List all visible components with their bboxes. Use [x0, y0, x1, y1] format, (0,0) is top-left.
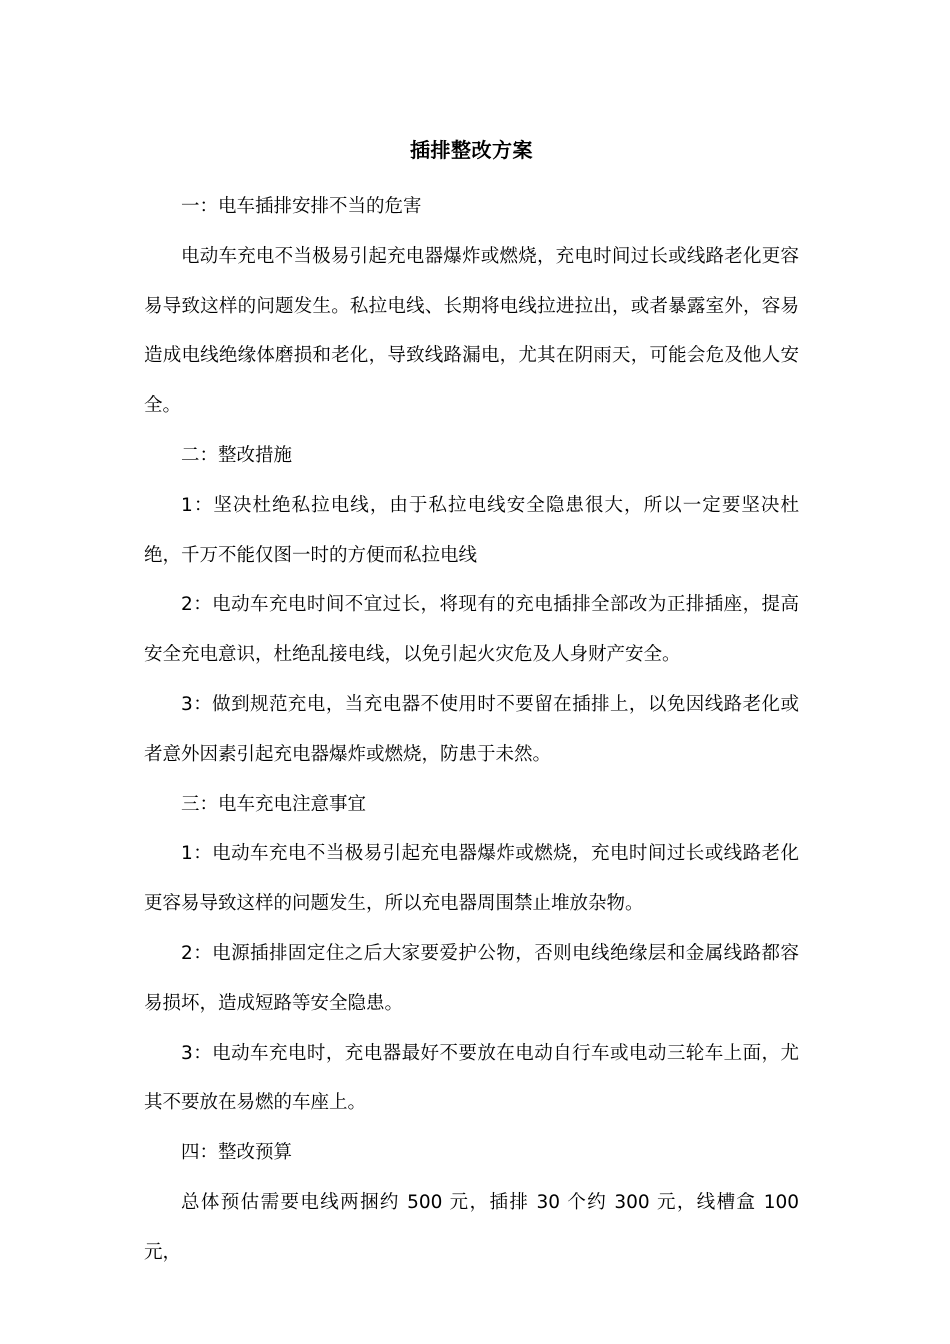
- paragraph-measure-3: 3：做到规范充电，当充电器不使用时不要留在插排上，以免因线路老化或者意外因素引起充电器爆炸或燃烧，防患于未然。: [144, 693, 799, 765]
- paragraph-precaution-3: 3：电动车充电时，充电器最好不要放在电动自行车或电动三轮车上面，尤其不要放在易燃的车座上。: [144, 1042, 799, 1114]
- paragraph-budget: 总体预估需要电线两捆约 500 元，插排 30 个约 300 元，线槽盒 100 元，: [144, 1191, 799, 1263]
- paragraph-hazards: 电动车充电不当极易引起充电器爆炸或燃烧，充电时间过长或线路老化更容易导致这样的问题发生。私拉电线、长期将电线拉进拉出，或者暴露室外，容易造成电线绝缘体磨损和老化，导致线路漏电，尤其在阴雨天，可能会危及他人安全。: [144, 245, 799, 417]
- section-heading-measures: 二：整改措施: [181, 444, 293, 466]
- document-title: 插排整改方案: [410, 138, 533, 162]
- section-heading-budget: 四：整改预算: [181, 1142, 293, 1164]
- paragraph-precaution-1: 1：电动车充电不当极易引起充电器爆炸或燃烧，充电时间过长或线路老化更容易导致这样的问题发生，所以充电器周围禁止堆放杂物。: [144, 843, 799, 915]
- section-heading-precautions: 三：电车充电注意事宜: [181, 793, 367, 815]
- section-heading-hazards: 一：电车插排安排不当的危害: [181, 196, 422, 217]
- document-body: [144, 132, 799, 1278]
- paragraph-measure-2: 2：电动车充电时间不宜过长，将现有的充电插排全部改为正排插座，提高安全充电意识，杜绝乱接电线，以免引起火灾危及人身财产安全。: [144, 594, 799, 666]
- paragraph-precaution-2: 2：电源插排固定住之后大家要爱护公物，否则电线绝缘层和金属线路都容易损坏，造成短路等安全隐患。: [144, 942, 799, 1014]
- paragraph-measure-1: 1：坚决杜绝私拉电线，由于私拉电线安全隐患很大，所以一定要坚决杜绝，千万不能仅图一时的方便而私拉电线: [144, 494, 799, 566]
